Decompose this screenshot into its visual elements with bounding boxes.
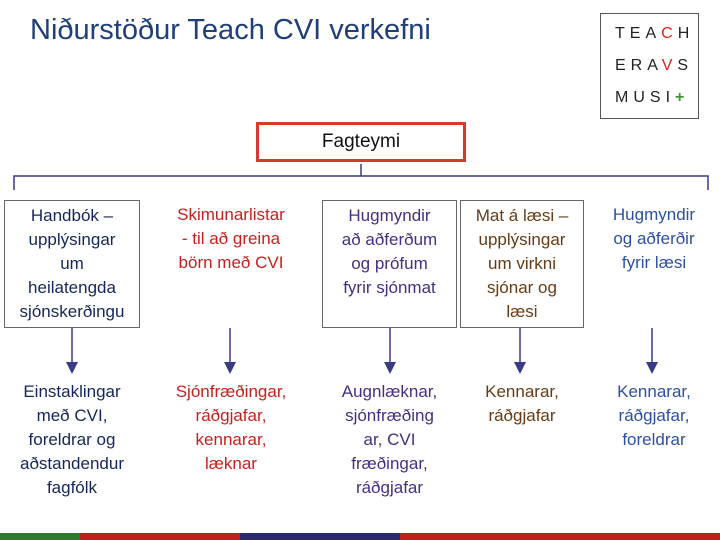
logo-row-3: MUSI+	[615, 89, 690, 106]
bottom-box-einstaklingar	[4, 380, 140, 510]
bar-segment-red-2	[400, 533, 720, 540]
bottom-box-augnlaeknar-text: Augnlæknar, sjónfræðing ar, CVI fræðingar, ráðgjafar	[341, 382, 438, 497]
logo-row-1: TEACH	[615, 25, 695, 42]
top-box-skimunarlistar	[150, 200, 312, 328]
top-box-handbok-text: Handbók – upplýsingar um heilatengda sjónskerðingu	[19, 206, 125, 321]
logo-row-2: ERAVS	[615, 57, 694, 74]
top-box-mat-a-laesi	[460, 200, 584, 328]
bottom-box-sjonfraedingar	[150, 380, 312, 510]
bottom-box-kennarar-radgjafar	[460, 380, 584, 510]
bottom-box-augnlaeknar	[322, 380, 457, 510]
top-box-handbok	[4, 200, 140, 328]
bottom-color-bar	[0, 533, 720, 540]
top-box-hugmyndir-sjonmat	[322, 200, 457, 328]
top-box-hugmyndir-sjonmat-text: Hugmyndir að aðferðum og prófum fyrir sjónmat	[341, 206, 438, 297]
top-box-skimunarlistar-text: Skimunarlistar - til að greina börn með CVI	[177, 205, 285, 272]
bar-segment-green	[0, 533, 80, 540]
bottom-box-kennarar-foreldrar-text: Kennarar, ráðgjafar, foreldrar	[617, 382, 691, 449]
bottom-box-kennarar-radgjafar-text: Kennarar, ráðgjafar	[485, 382, 559, 425]
bar-segment-navy	[240, 533, 400, 540]
bar-segment-red	[80, 533, 240, 540]
bottom-box-kennarar-foreldrar	[592, 380, 716, 510]
bottom-box-sjonfraedingar-text: Sjónfræðingar, ráðgjafar, kennarar, læknar	[175, 382, 287, 473]
fagteymi-box: Fagteymi	[256, 122, 466, 162]
top-box-hugmyndir-laesi-text: Hugmyndir og aðferðir fyrir læsi	[612, 205, 696, 272]
bottom-box-einstaklingar-text: Einstaklingar með CVI, foreldrar og aðstandendur fagfólk	[20, 382, 124, 497]
top-box-hugmyndir-laesi	[592, 200, 716, 328]
top-box-mat-a-laesi-text: Mat á læsi – upplýsingar um virkni sjónar og læsi	[475, 206, 569, 321]
page-title: Niðurstöður Teach CVI verkefni	[30, 14, 431, 46]
